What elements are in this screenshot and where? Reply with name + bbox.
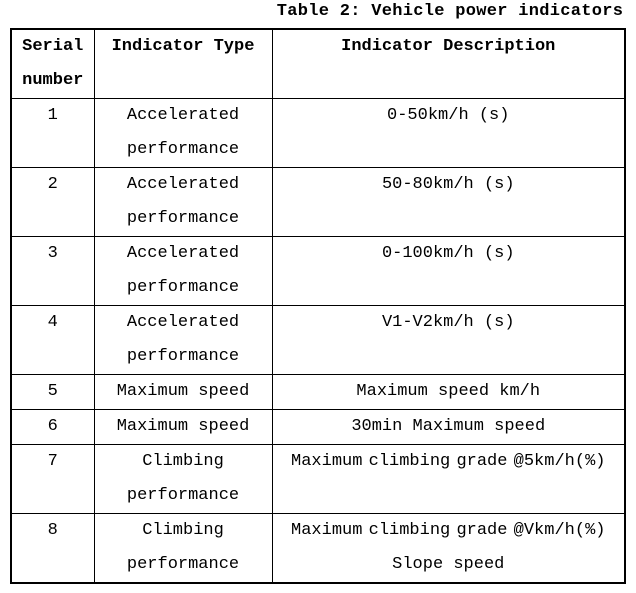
- cell-serial: 1: [11, 99, 94, 168]
- cell-indicator-type: Accelerated performance: [94, 168, 272, 237]
- table-row: [11, 375, 625, 410]
- cell-indicator-type: Maximum speed: [94, 375, 272, 410]
- cell-serial: 4: [11, 306, 94, 375]
- cell-indicator-type: Climbing performance: [94, 514, 272, 584]
- cell-serial: 2: [11, 168, 94, 237]
- table-row: [11, 410, 625, 445]
- table-row: [11, 237, 625, 306]
- cell-indicator-type: Accelerated performance: [94, 99, 272, 168]
- cell-indicator-type: Accelerated performance: [94, 306, 272, 375]
- cell-indicator-description: 0-50km/h (s): [272, 99, 625, 168]
- cell-indicator-description: 0-100km/h (s): [272, 237, 625, 306]
- table-row: [11, 168, 625, 237]
- header-serial-line1: Serial: [22, 37, 84, 56]
- table-row: [11, 306, 625, 375]
- cell-indicator-description: Maximum speed km/h: [272, 375, 625, 410]
- table-caption: Table 2: Vehicle power indicators: [276, 2, 624, 21]
- table-row: [11, 514, 625, 584]
- table-header-row: [11, 29, 625, 99]
- cell-indicator-type: Accelerated performance: [94, 237, 272, 306]
- cell-indicator-description: Maximum climbing grade @5km/h(%): [272, 445, 625, 514]
- cell-indicator-description: 30min Maximum speed: [272, 410, 625, 445]
- header-indicator-description: Indicator Description: [272, 29, 625, 99]
- cell-indicator-description: 50-80km/h (s): [272, 168, 625, 237]
- cell-indicator-type: Maximum speed: [94, 410, 272, 445]
- cell-indicator-type: Climbing performance: [94, 445, 272, 514]
- cell-serial: 8: [11, 514, 94, 584]
- cell-serial: 5: [11, 375, 94, 410]
- cell-serial: 6: [11, 410, 94, 445]
- cell-serial: 7: [11, 445, 94, 514]
- vehicle-power-indicators-table: [10, 28, 626, 584]
- table-row: [11, 99, 625, 168]
- cell-serial: 3: [11, 237, 94, 306]
- table-row: [11, 445, 625, 514]
- cell-indicator-description: Maximum climbing grade @Vkm/h(%) Slope speed: [272, 514, 625, 584]
- header-serial-line2: number: [22, 71, 84, 90]
- cell-indicator-description: V1-V2km/h (s): [272, 306, 625, 375]
- header-serial-number: [11, 29, 94, 99]
- header-indicator-type: Indicator Type: [94, 29, 272, 99]
